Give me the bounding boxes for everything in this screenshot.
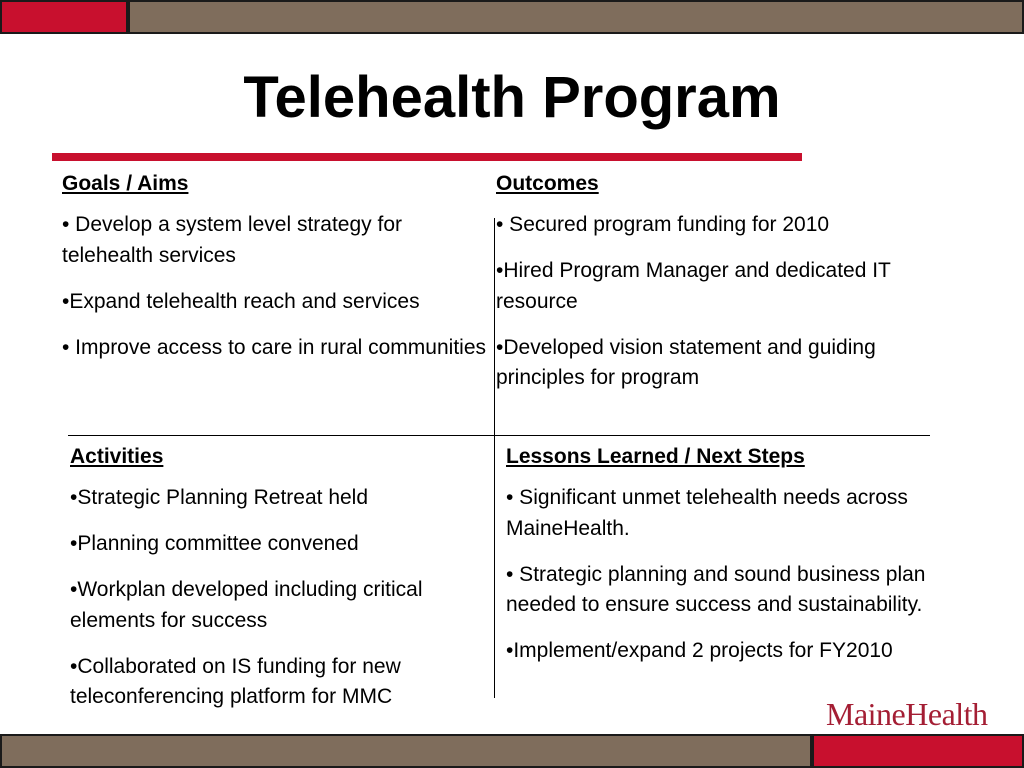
outcomes-item: •Hired Program Manager and dedicated IT resource (496, 259, 891, 313)
activities-item: •Strategic Planning Retreat held (70, 486, 369, 509)
lessons-section (506, 443, 926, 682)
outcomes-item: •Developed vision statement and guiding principles for program (496, 335, 876, 389)
activities-section (70, 443, 490, 728)
lessons-heading: Lessons Learned / Next Steps (506, 445, 805, 468)
activities-item: •Collaborated on IS funding for new teleconferencing platform for MMC (70, 654, 401, 708)
bottom-bar-taupe (0, 734, 812, 768)
goals-item: • Develop a system level strategy for telehealth services (62, 213, 402, 267)
outcomes-section (496, 170, 916, 409)
bottom-bar-red (812, 734, 1024, 768)
slide-title: Telehealth Program (243, 65, 781, 130)
horizontal-divider (68, 435, 930, 436)
mainehealth-logo: MaineHealth (826, 696, 988, 732)
title-underline-rule (52, 153, 802, 161)
outcomes-heading: Outcomes (496, 172, 599, 195)
outcomes-item: • Secured program funding for 2010 (496, 213, 830, 236)
lessons-item: • Significant unmet telehealth needs across MaineHealth. (506, 486, 908, 540)
activities-item: •Workplan developed including critical elements for success (70, 578, 423, 632)
goals-heading: Goals / Aims (62, 172, 189, 195)
activities-heading: Activities (70, 445, 164, 468)
top-bar-taupe (128, 0, 1024, 34)
goals-item: •Expand telehealth reach and services (62, 289, 420, 313)
lessons-item: •Implement/expand 2 projects for FY2010 (506, 639, 893, 662)
lessons-item: • Strategic planning and sound business plan needed to ensure success and sustainability. (506, 562, 926, 616)
vertical-divider (494, 218, 495, 698)
activities-item: •Planning committee convened (70, 532, 359, 555)
goals-item: • Improve access to care in rural communities (62, 335, 486, 359)
goals-section (62, 170, 487, 379)
top-bar-red (0, 0, 128, 34)
